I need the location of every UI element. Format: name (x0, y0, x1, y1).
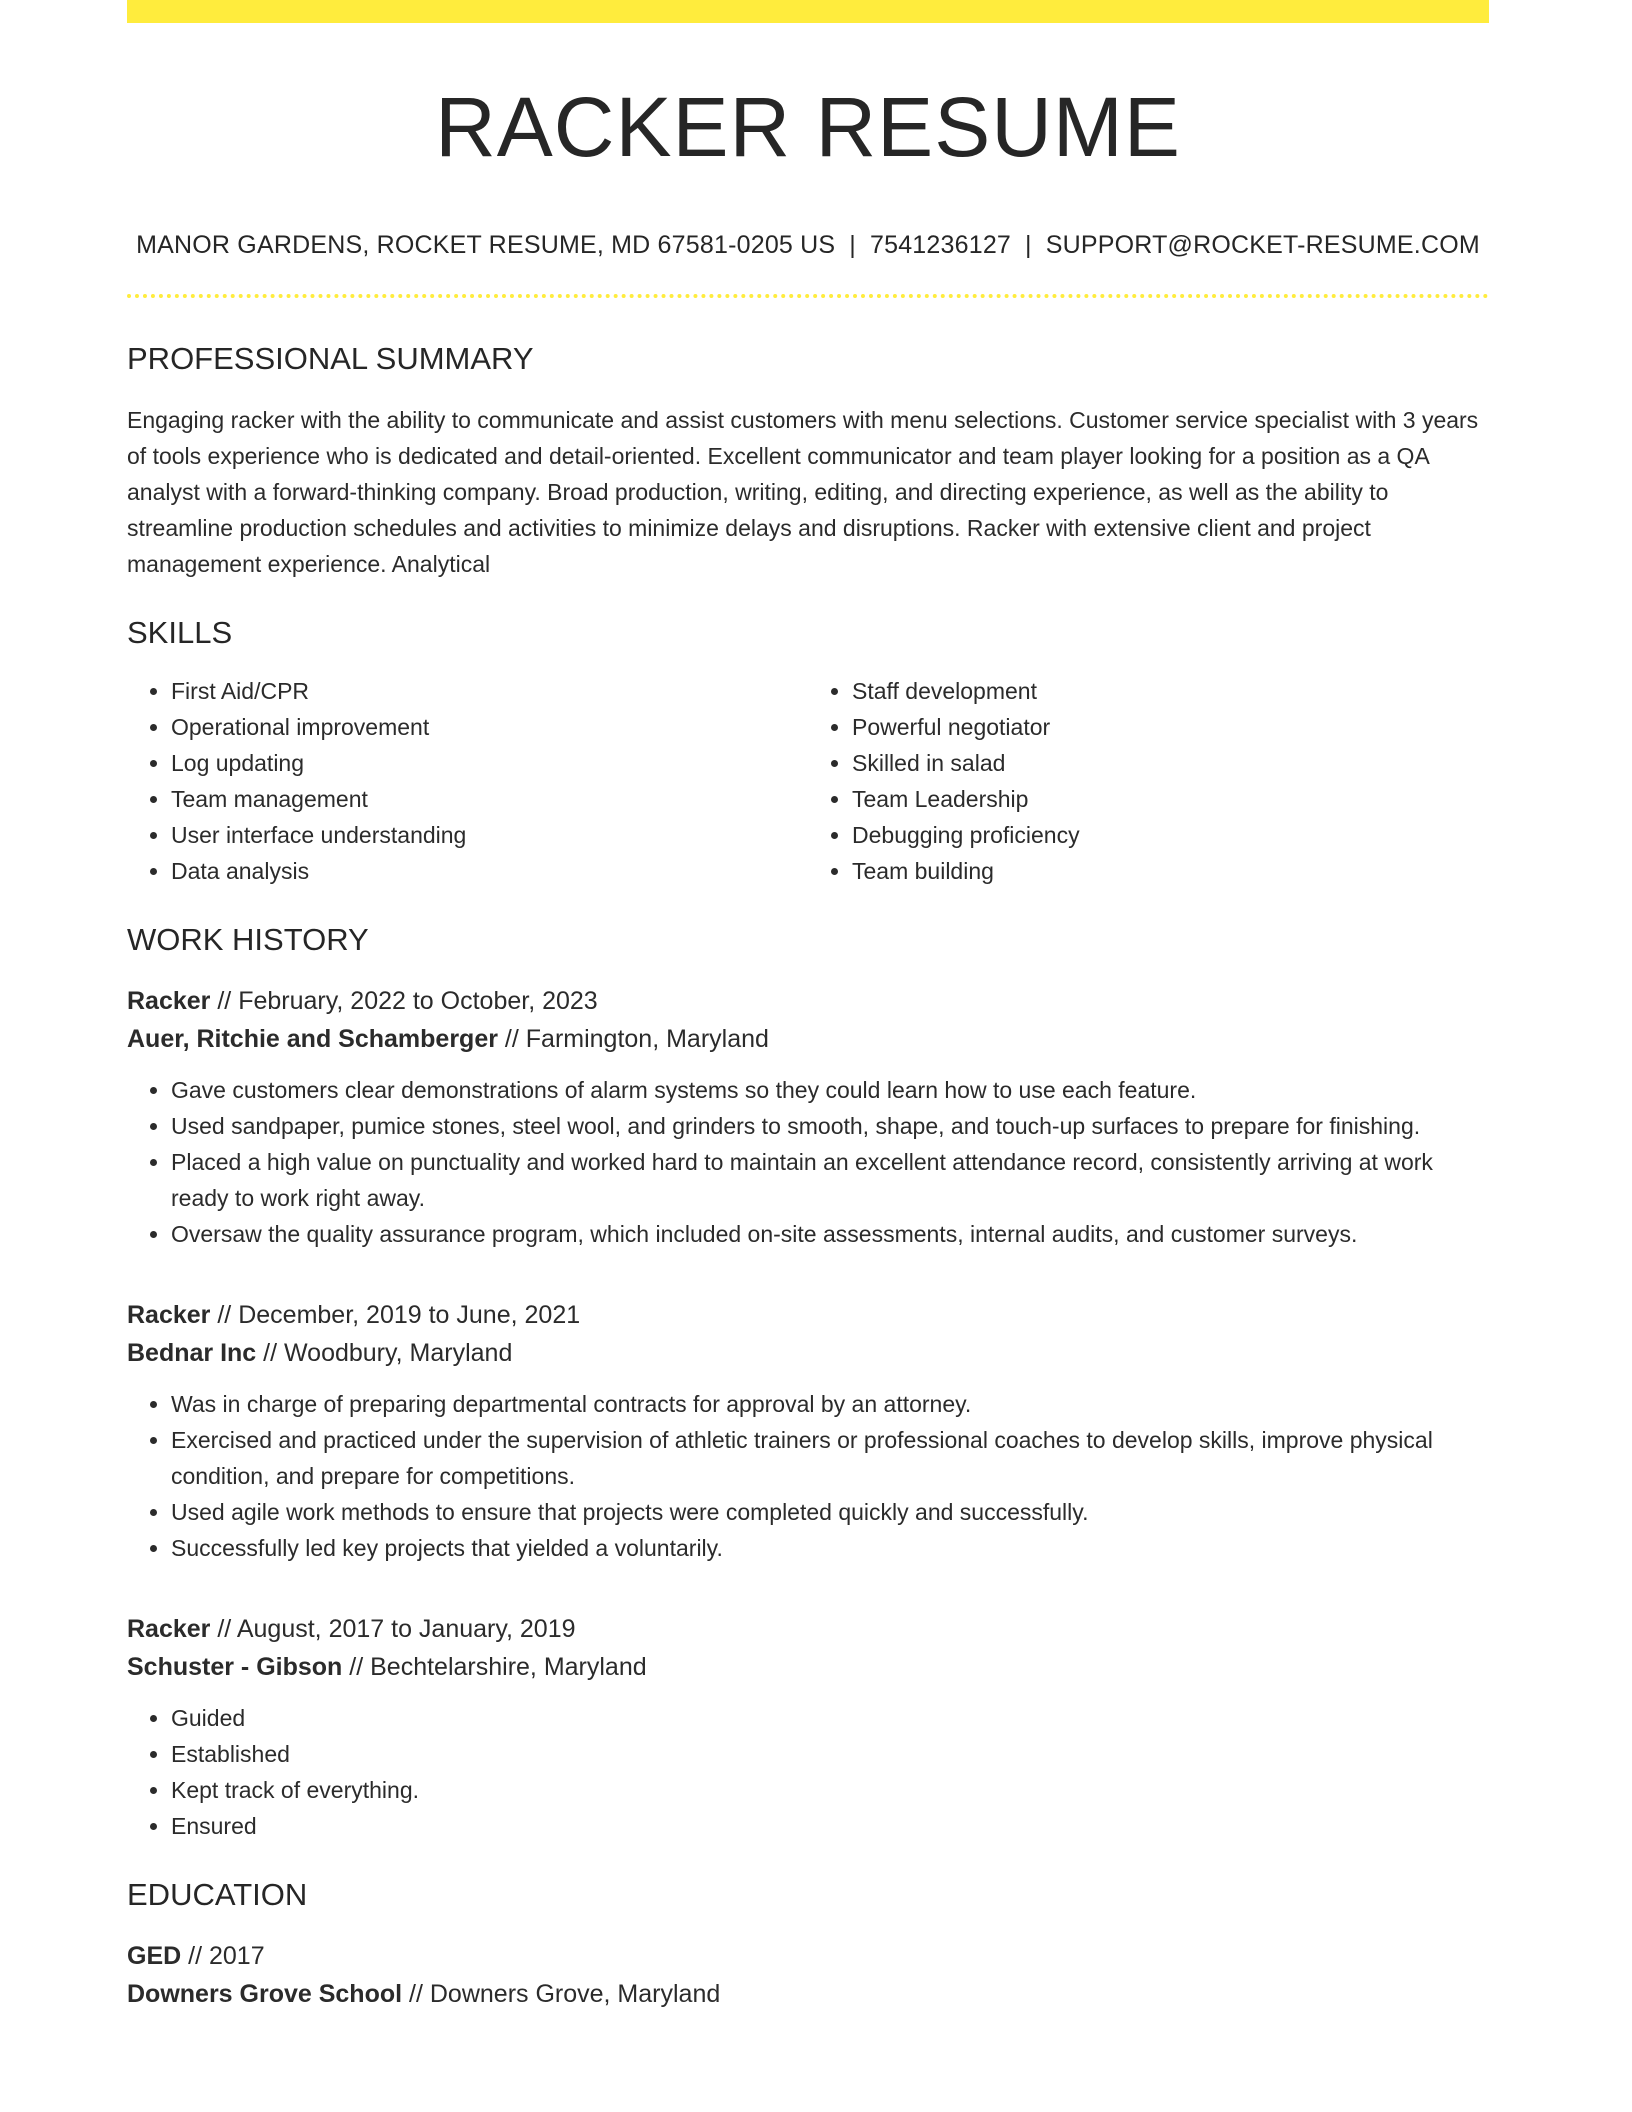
job-location: Bechtelarshire, Maryland (370, 1652, 647, 1681)
education-school: Downers Grove School (127, 1980, 403, 2009)
skill-item: • User interface understanding (171, 817, 808, 853)
skill-item: • Staff development (852, 673, 1489, 709)
job-bullet: • Used agile work methods to ensure that projects were completed quickly and successfully. (171, 1494, 1489, 1530)
skill-item: • Debugging proficiency (852, 817, 1489, 853)
skills-column-left (127, 673, 808, 889)
contact-email: SUPPORT@ROCKET-RESUME.COM (1045, 231, 1480, 260)
divider: // (263, 1338, 278, 1367)
job-entry (127, 1296, 1489, 1566)
divider: // (217, 986, 232, 1015)
education-location: Downers Grove, Maryland (429, 1980, 721, 2009)
job-role: Racker (127, 1300, 211, 1329)
job-entry (127, 1610, 1489, 1844)
skill-item: • Skilled in salad (852, 745, 1489, 781)
skill-item: • Team Leadership (852, 781, 1489, 817)
job-title-line (127, 1296, 1489, 1334)
skills-column-right (808, 673, 1489, 889)
education-degree-line (127, 1937, 1489, 1975)
skill-item: • Team building (852, 853, 1489, 889)
resume-name: RACKER RESUME (435, 80, 1181, 174)
job-company: Auer, Ritchie and Schamberger (127, 1024, 498, 1053)
job-bullet: • Exercised and practiced under the supervision of athletic trainers or professional coaches to develop skills, improve physical condition, and prepare for competitions. (171, 1422, 1489, 1494)
divider: // (188, 1942, 203, 1971)
contact-line (127, 231, 1489, 260)
job-bullet: • Guided (171, 1700, 1489, 1736)
contact-separator: | (849, 231, 856, 260)
job-bullet: • Gave customers clear demonstrations of alarm systems so they could learn how to use each feature. (171, 1072, 1489, 1108)
contact-address: MANOR GARDENS, ROCKET RESUME, MD 67581-0205 US (136, 231, 836, 260)
summary-title: PROFESSIONAL SUMMARY (127, 341, 534, 377)
job-bullets (127, 1700, 1489, 1844)
skills-title: SKILLS (127, 614, 233, 650)
job-bullets (127, 1386, 1489, 1566)
skills-list (127, 673, 1489, 889)
job-role: Racker (127, 1614, 211, 1643)
education-degree: GED (127, 1942, 182, 1971)
contact-phone: 7541236127 (870, 231, 1012, 260)
job-dates: December, 2019 to June, 2021 (238, 1300, 581, 1329)
job-location: Woodbury, Maryland (284, 1338, 513, 1367)
education-title: EDUCATION (127, 1876, 308, 1912)
job-bullet: • Kept track of everything. (171, 1772, 1489, 1808)
skill-item: • Operational improvement (171, 709, 808, 745)
work-history-title: WORK HISTORY (127, 921, 369, 957)
job-dates: February, 2022 to October, 2023 (238, 986, 598, 1015)
job-bullet: • Placed a high value on punctuality and worked hard to maintain an excellent attendance record, consistently arriving at work ready to work right away. (171, 1144, 1489, 1216)
job-bullet: • Established (171, 1736, 1489, 1772)
summary-text: Engaging racker with the ability to communicate and assist customers with menu selections. Customer service specialist with 3 years of tools experience who is dedicated and detail-oriented. Excellent communicator and team player looking for a position as a QA analyst with a forward-thinking company. Broad production, writing, editing, and directing experience, as well as the ability to streamline production schedules and activities to minimize delays and disruptions. Racker with extensive client and project management experience. Analytical (127, 406, 1479, 577)
resume-page (127, 0, 1489, 2013)
job-bullet: • Was in charge of preparing departmental contracts for approval by an attorney. (171, 1386, 1489, 1422)
divider: // (504, 1024, 519, 1053)
education-entry (127, 1937, 1489, 2013)
job-company: Bednar Inc (127, 1338, 257, 1367)
divider: // (409, 1980, 423, 2009)
divider: // (217, 1300, 232, 1329)
job-company-line (127, 1648, 1489, 1686)
job-title-line (127, 1610, 1489, 1648)
job-bullet: • Ensured (171, 1808, 1489, 1844)
divider: // (349, 1652, 364, 1681)
job-company-line (127, 1334, 1489, 1372)
education-year: 2017 (209, 1942, 265, 1971)
contact-separator: | (1025, 231, 1032, 260)
job-company-line (127, 1020, 1489, 1058)
job-bullet: • Oversaw the quality assurance program, which included on-site assessments, internal audits, and customer surveys. (171, 1216, 1489, 1252)
top-accent-bar (127, 0, 1489, 23)
job-role: Racker (127, 986, 211, 1015)
skill-item: • Data analysis (171, 853, 808, 889)
skill-item: • Log updating (171, 745, 808, 781)
skill-item: • First Aid/CPR (171, 673, 808, 709)
divider: // (217, 1614, 232, 1643)
job-bullet: • Used sandpaper, pumice stones, steel wool, and grinders to smooth, shape, and touch-up surfaces to prepare for finishing. (171, 1108, 1489, 1144)
job-company: Schuster - Gibson (127, 1652, 343, 1681)
job-bullet: • Successfully led key projects that yielded a voluntarily. (171, 1530, 1489, 1566)
job-location: Farmington, Maryland (525, 1024, 769, 1053)
skill-item: • Team management (171, 781, 808, 817)
job-title-line (127, 982, 1489, 1020)
education-school-line (127, 1975, 1489, 2013)
dotted-divider (127, 294, 1489, 298)
job-dates: August, 2017 to January, 2019 (236, 1614, 576, 1643)
job-entry (127, 982, 1489, 1252)
skill-item: • Powerful negotiator (852, 709, 1489, 745)
job-bullets (127, 1072, 1489, 1252)
